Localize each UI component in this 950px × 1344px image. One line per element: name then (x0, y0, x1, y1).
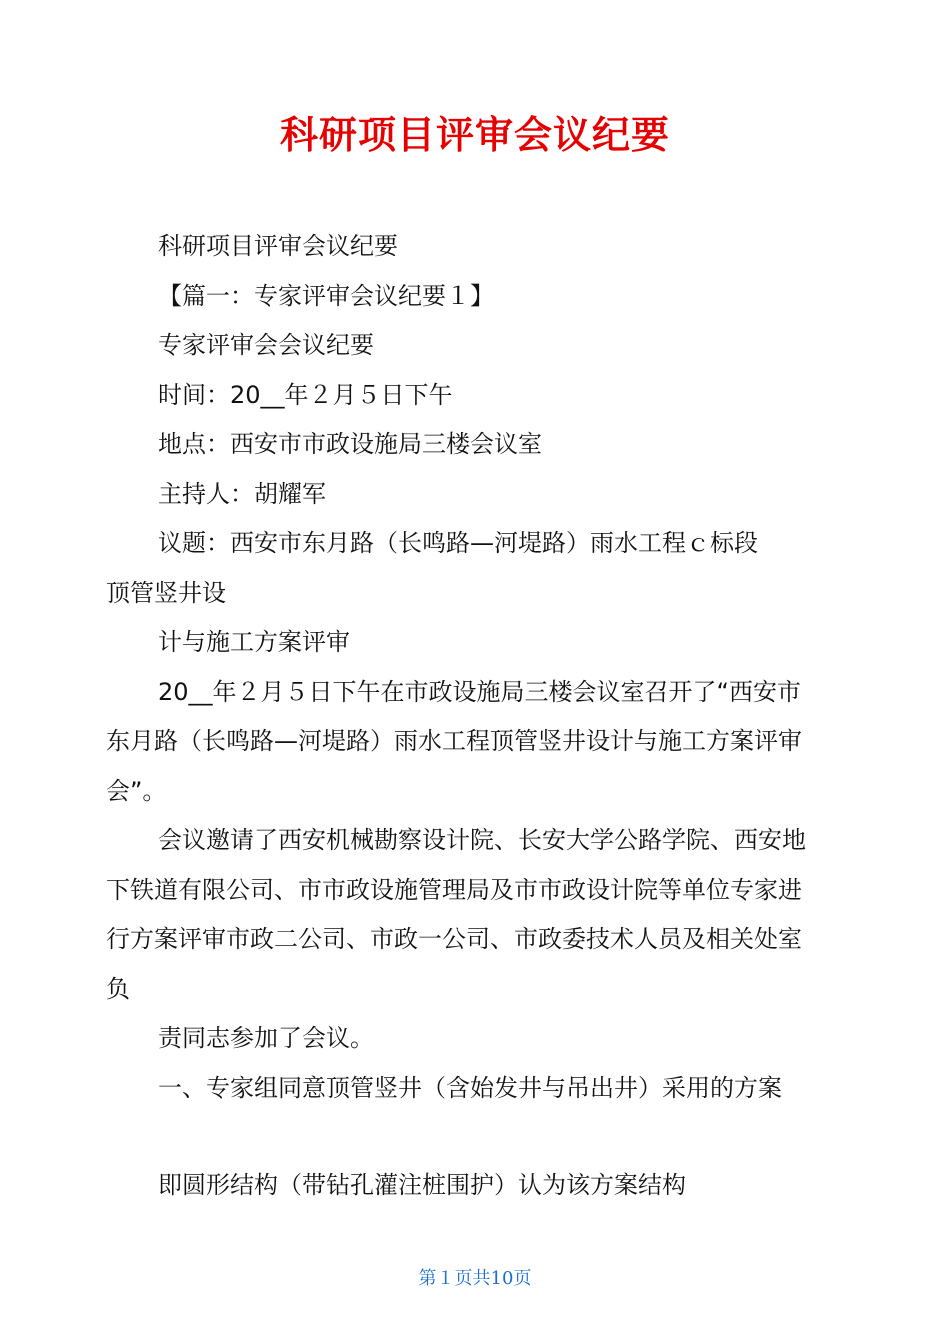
body-line: 责同志参加了会议。 (158, 1024, 374, 1052)
body-line: 东月路（长鸣路—河堤路）雨水工程顶管竖井设计与施工方案评审 (106, 727, 802, 755)
body-line: 地点：西安市市政设施局三楼会议室 (158, 430, 542, 458)
document-body (106, 226, 830, 1215)
body-line: 下铁道有限公司、市市政设施管理局及市市政设计院等单位专家进 (106, 875, 802, 904)
body-line: 计与施工方案评审 (158, 628, 350, 656)
body-line: 顶管竖井设 (106, 578, 226, 607)
page-number: 第１页共10页 (418, 1268, 532, 1289)
body-line: 会”。 (106, 776, 167, 805)
body-line: 专家评审会会议纪要 (158, 331, 374, 359)
body-line: 主持人：胡耀军 (158, 479, 326, 508)
body-line: 即圆形结构（带钻孔灌注桩围护）认为该方案结构 (158, 1171, 686, 1199)
body-line: 负 (106, 974, 130, 1003)
body-line: 议题：西安市东月路（长鸣路—河堤路）雨水工程ｃ标段 (158, 529, 758, 557)
paragraph-gap (106, 1117, 830, 1165)
body-line: 会议邀请了西安机械勘察设计院、长安大学公路学院、西安地 (158, 826, 806, 854)
body-line: 20__年２月５日下午在市政设施局三楼会议室召开了“西安市 (158, 677, 801, 706)
body-line: 【篇一：专家评审会议纪要１】 (158, 281, 494, 310)
body-line: 时间：20__年２月５日下午 (158, 380, 453, 409)
document-title: 科研项目评审会议纪要 (279, 113, 670, 157)
body-line: 行方案评审市政二公司、市政一公司、市政委技术人员及相关处室 (106, 925, 802, 953)
body-line: 科研项目评审会议纪要 (158, 232, 398, 260)
body-line: 一、专家组同意顶管竖井（含始发井与吊出井）采用的方案 (158, 1073, 782, 1102)
